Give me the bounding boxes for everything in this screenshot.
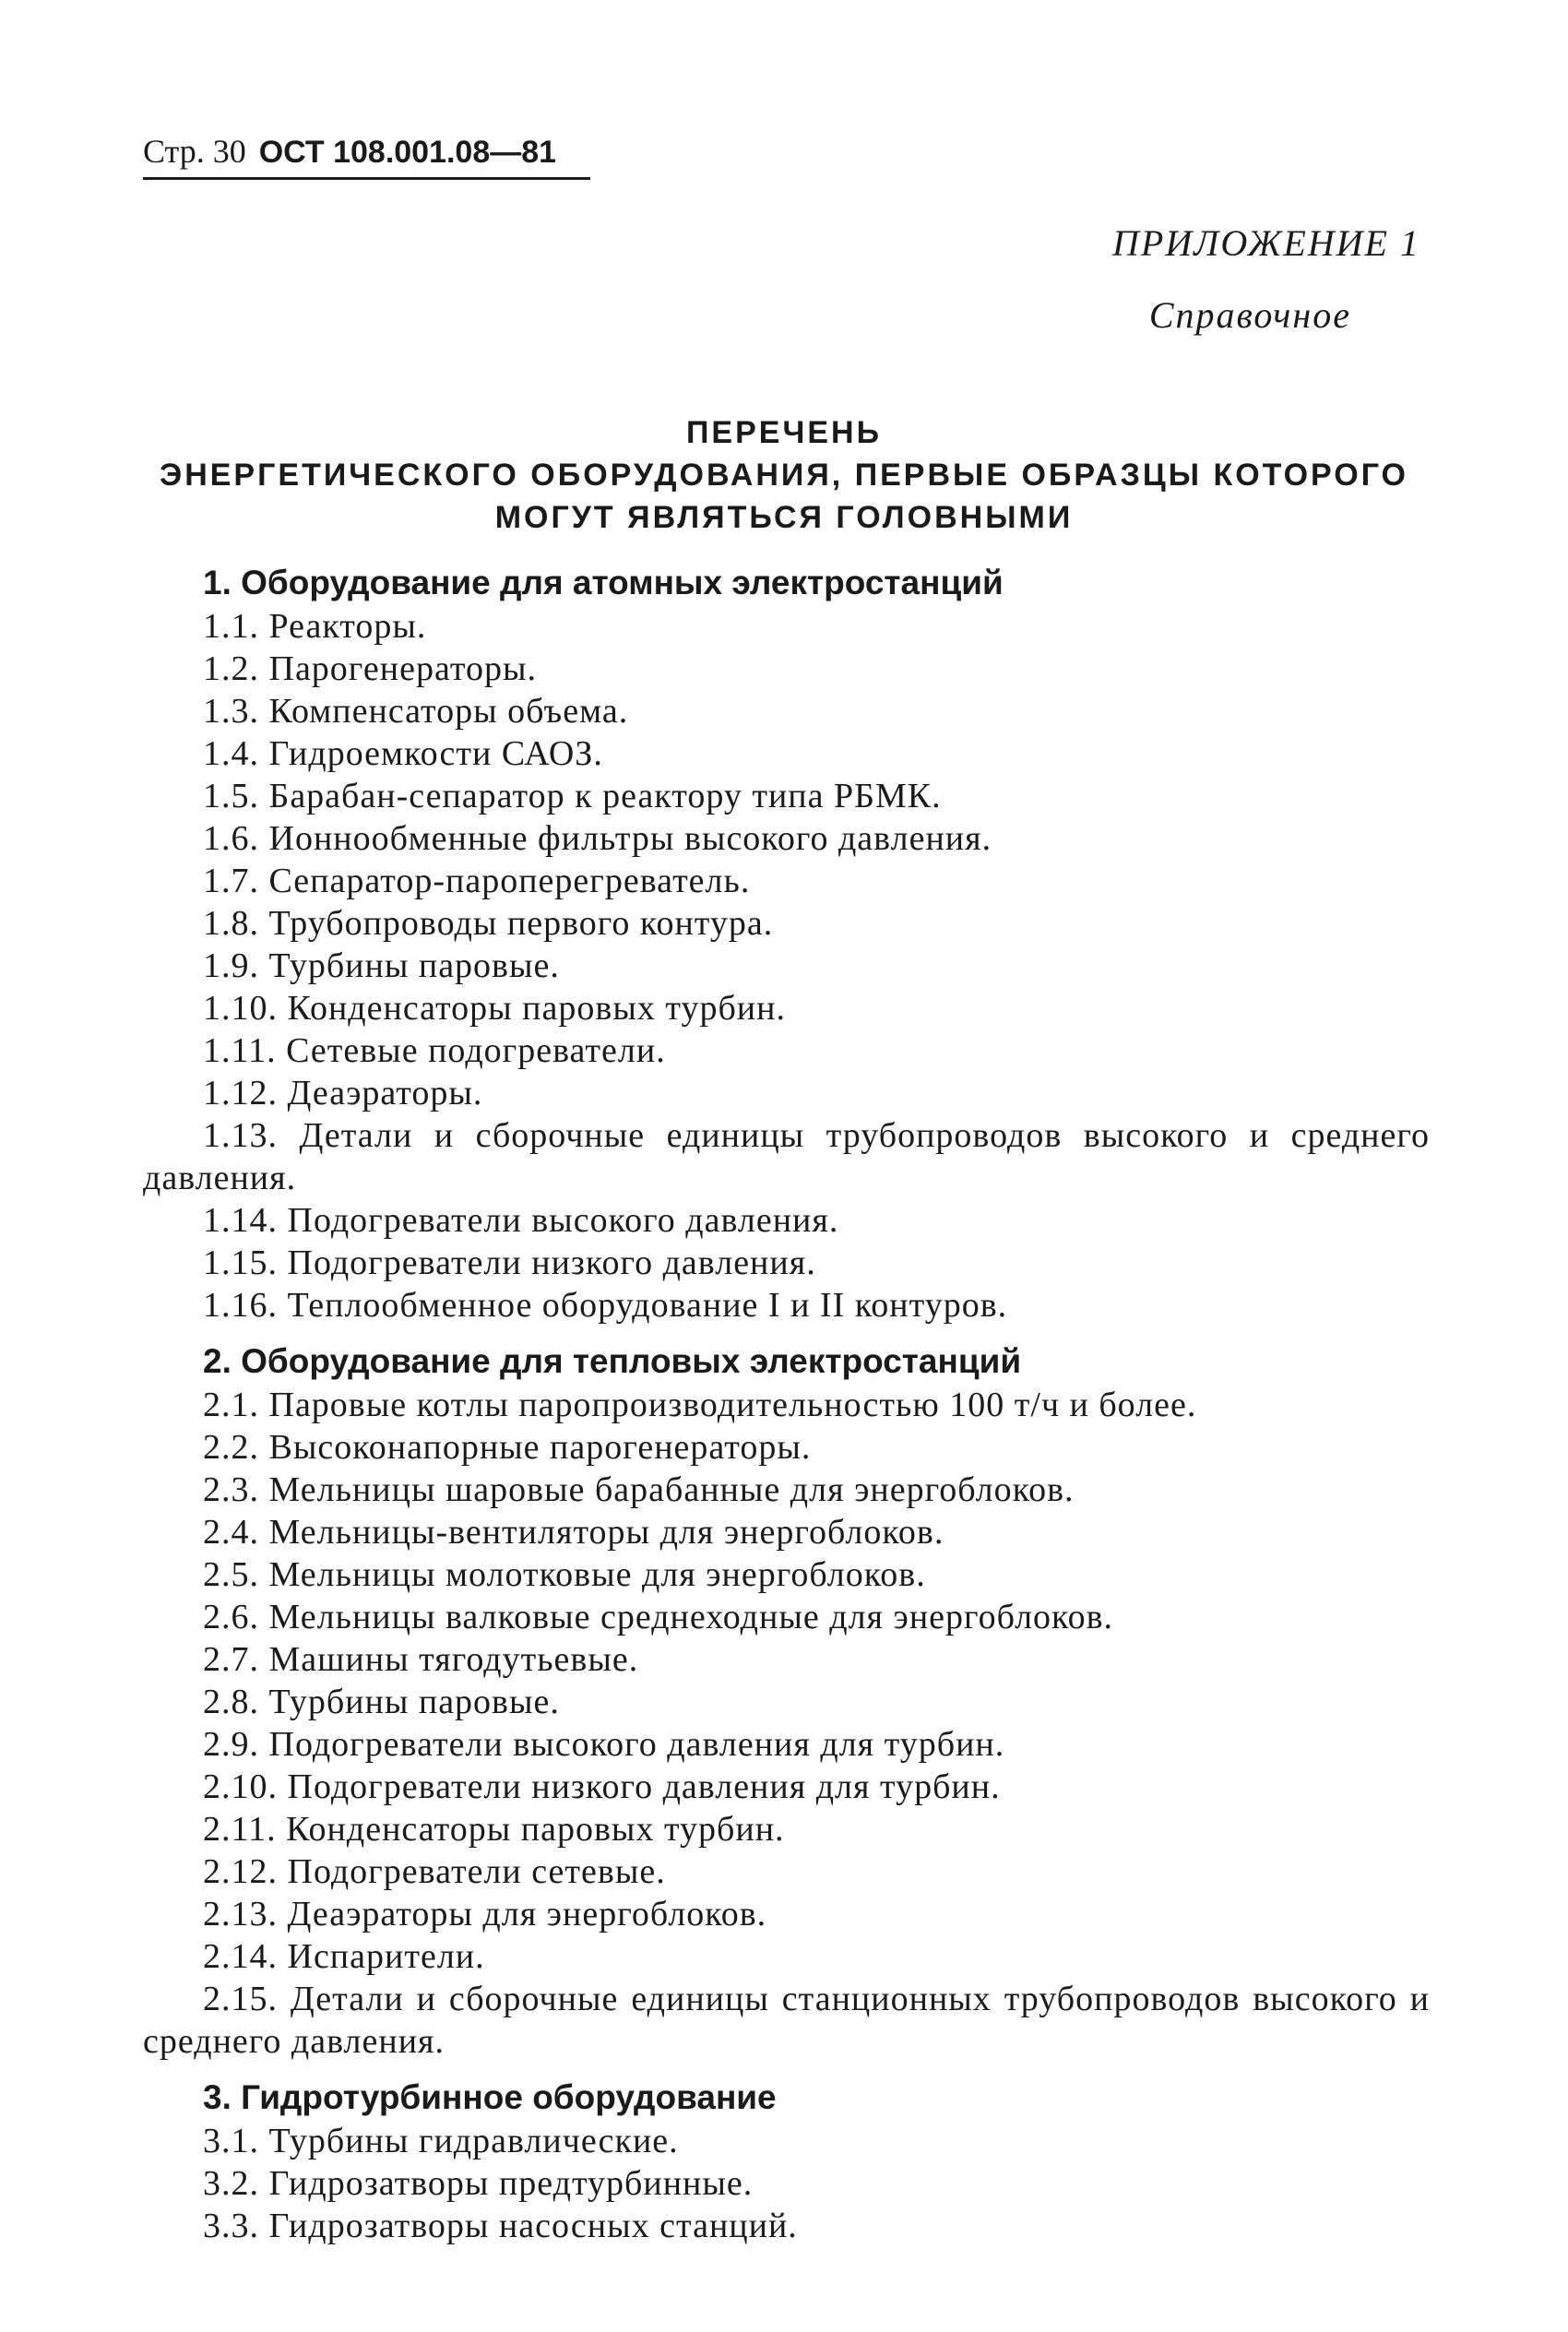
list-item: 2.13. Деаэраторы для энергоблоков. bbox=[203, 1895, 767, 1933]
list-item: 1.4. Гидроемкости САОЗ. bbox=[203, 734, 603, 773]
list-item: 1.9. Турбины паровые. bbox=[203, 946, 560, 985]
list-item: 1.11. Сетевые подогреватели. bbox=[203, 1031, 666, 1070]
list-item: 2.5. Мельницы молотковые для энергоблоков. bbox=[203, 1555, 926, 1594]
list-item: 2.11. Конденсаторы паровых турбин. bbox=[203, 1810, 785, 1849]
section-heading: 1. Оборудование для атомных электростанций bbox=[203, 564, 1004, 601]
list-item: 3.1. Турбины гидравлические. bbox=[203, 2122, 679, 2160]
list-item: 1.15. Подогреватели низкого давления. bbox=[203, 1243, 816, 1282]
list-item: 1.12. Деаэраторы. bbox=[203, 1074, 483, 1112]
equipment-list bbox=[143, 561, 1430, 2247]
list-item: 2.7. Машины тягодутьевые. bbox=[203, 1640, 639, 1679]
section-heading: 2. Оборудование для тепловых электростанций bbox=[203, 1342, 1022, 1380]
list-item: 1.3. Компенсаторы объема. bbox=[203, 692, 629, 731]
list-item: 2.1. Паровые котлы паропроизводительностью 100 т/ч и более. bbox=[203, 1386, 1197, 1424]
title-line-1: ПЕРЕЧЕНЬ bbox=[685, 415, 883, 450]
list-item: 3.3. Гидрозатворы насосных станций. bbox=[203, 2207, 798, 2245]
list-item: 2.14. Испарители. bbox=[203, 1937, 485, 1976]
list-item: 1.5. Барабан-сепаратор к реактору типа РБМК. bbox=[203, 777, 942, 815]
list-item: 2.12. Подогреватели сетевые. bbox=[203, 1852, 666, 1891]
list-item: 1.13. Детали и сборочные единицы трубопроводов высокого и среднего давления. bbox=[143, 1116, 1430, 1197]
section-heading: 3. Гидротурбинное оборудование bbox=[203, 2078, 777, 2116]
list-item: 2.10. Подогреватели низкого давления для турбин. bbox=[203, 1767, 1001, 1806]
list-item: 1.10. Конденсаторы паровых турбин. bbox=[203, 989, 786, 1028]
page-header bbox=[143, 131, 556, 173]
appendix-label: ПРИЛОЖЕНИЕ 1 bbox=[1112, 222, 1420, 264]
list-item: 2.9. Подогреватели высокого давления для турбин. bbox=[203, 1725, 1005, 1764]
list-item: 2.2. Высоконапорные парогенераторы. bbox=[203, 1428, 812, 1467]
list-item: 2.6. Мельницы валковые среднеходные для энергоблоков. bbox=[203, 1598, 1114, 1636]
list-item: 2.4. Мельницы-вентиляторы для энергоблоков. bbox=[203, 1513, 944, 1552]
document-code: ОСТ 108.001.08—81 bbox=[258, 135, 557, 170]
list-item: 1.1. Реакторы. bbox=[203, 607, 427, 646]
list-item: 1.14. Подогреватели высокого давления. bbox=[203, 1201, 839, 1240]
title-line-2: ЭНЕРГЕТИЧЕСКОГО ОБОРУДОВАНИЯ, ПЕРВЫЕ ОБРАЗЦЫ КОТОРОГО bbox=[160, 458, 1408, 493]
list-item: 1.8. Трубопроводы первого контура. bbox=[203, 904, 774, 943]
appendix-status: Справочное bbox=[1148, 294, 1351, 336]
list-item: 2.15. Детали и сборочные единицы станционных трубопроводов высокого и среднего давления. bbox=[143, 1980, 1430, 2061]
header-rule bbox=[143, 177, 590, 180]
list-item: 3.2. Гидрозатворы предтурбинные. bbox=[203, 2164, 754, 2203]
page-label: Стр. 30 bbox=[143, 133, 246, 170]
list-item: 2.3. Мельницы шаровые барабанные для энергоблоков. bbox=[203, 1470, 1075, 1509]
list-item: 1.6. Ионнообменные фильтры высокого давления. bbox=[203, 819, 992, 858]
list-item: 1.7. Сепаратор-пароперегреватель. bbox=[203, 862, 751, 900]
list-item: 1.2. Парогенераторы. bbox=[203, 649, 537, 688]
list-item: 2.8. Турбины паровые. bbox=[203, 1683, 560, 1721]
list-item: 1.16. Теплообменное оборудование I и II контуров. bbox=[203, 1286, 1008, 1325]
title-line-3: МОГУТ ЯВЛЯТЬСЯ ГОЛОВНЫМИ bbox=[494, 500, 1074, 535]
